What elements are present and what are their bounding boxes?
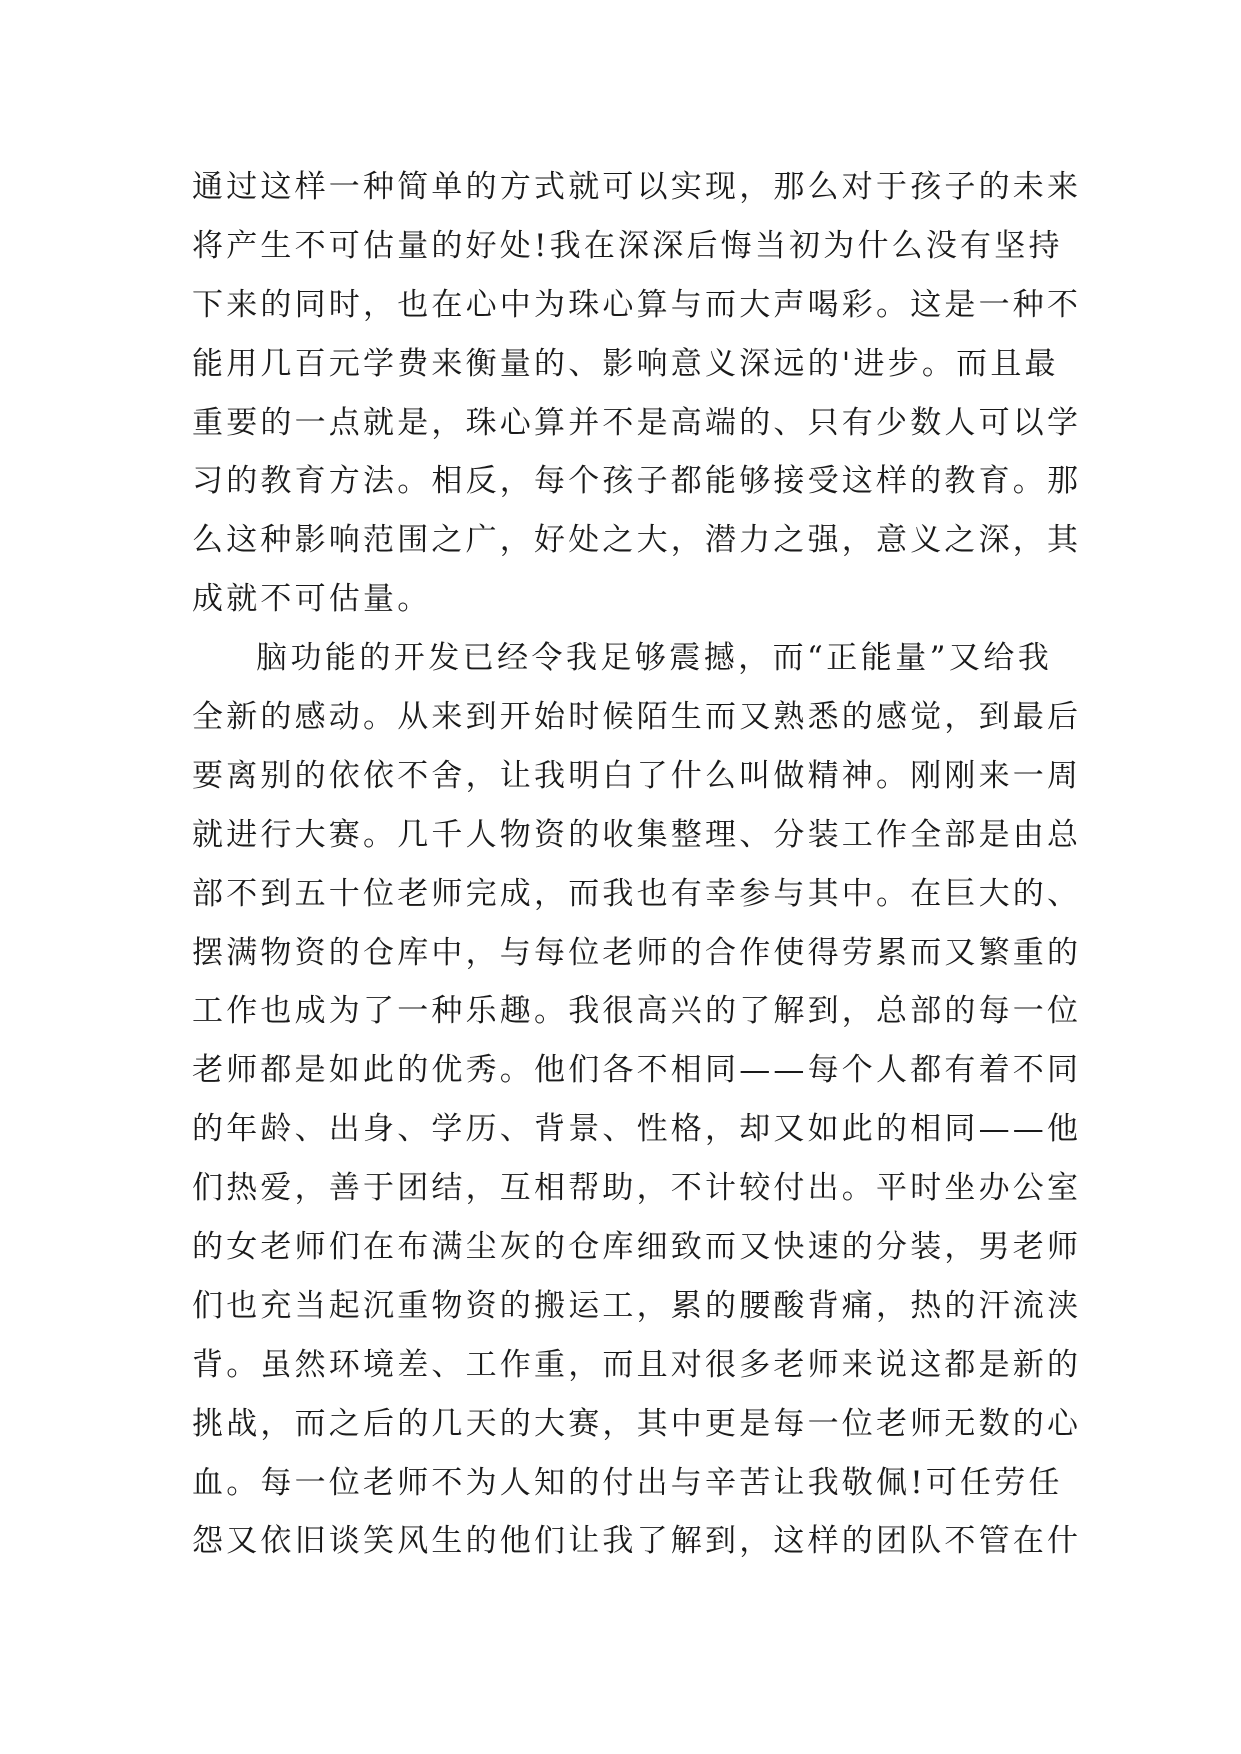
text-line: 背。虽然环境差、工作重，而且对很多老师来说这都是新的: [192, 1346, 1082, 1383]
text-line: 能用几百元学费来衡量的、影响意义深远的'进步。而且最: [192, 345, 1059, 382]
text-line: 下来的同时，也在心中为珠心算与而大声喝彩。这是一种不: [192, 286, 1082, 323]
text-line: 血。每一位老师不为人知的付出与辛苦让我敬佩!可任劳任: [192, 1464, 1063, 1501]
text-line: 将产生不可估量的好处!我在深深后悔当初为什么没有坚持: [192, 227, 1063, 264]
text-line: 老师都是如此的优秀。他们各不相同——每个人都有着不同: [192, 1052, 1082, 1089]
text-line: 要离别的依依不舍，让我明白了什么叫做精神。刚刚来一周: [192, 757, 1082, 794]
text-line: 通过这样一种简单的方式就可以实现，那么对于孩子的未来: [192, 169, 1082, 205]
text-line: 摆满物资的仓库中，与每位老师的合作使得劳累而又繁重的: [192, 934, 1082, 971]
text-line: 重要的一点就是，珠心算并不是高端的、只有少数人可以学: [192, 404, 1082, 441]
body-text: [192, 158, 1082, 1571]
text-line: 的女老师们在布满尘灰的仓库细致而又快速的分装，男老师: [192, 1229, 1082, 1266]
text-line: 么这种影响范围之广，好处之大，潜力之强，意义之深，其: [192, 522, 1082, 559]
text-line: 们热爱，善于团结，互相帮助，不计较付出。平时坐办公室: [192, 1170, 1082, 1207]
text-line: 习的教育方法。相反，每个孩子都能够接受这样的教育。那: [192, 463, 1082, 500]
text-line: 怨又依旧谈笑风生的他们让我了解到，这样的团队不管在什: [192, 1523, 1082, 1560]
text-line: 部不到五十位老师完成，而我也有幸参与其中。在巨大的、: [192, 875, 1082, 912]
text-line: 挑战，而之后的几天的大赛，其中更是每一位老师无数的心: [192, 1405, 1082, 1442]
paragraph: [192, 629, 1082, 1571]
paragraph: [192, 158, 1082, 629]
text-line: 就进行大赛。几千人物资的收集整理、分装工作全部是由总: [192, 816, 1082, 853]
text-line: 工作也成为了一种乐趣。我很高兴的了解到，总部的每一位: [192, 993, 1082, 1030]
text-line: 脑功能的开发已经令我足够震撼，而“正能量”又给我: [256, 640, 1052, 677]
text-line: 们也充当起沉重物资的搬运工，累的腰酸背痛，热的汗流浃: [192, 1287, 1082, 1324]
text-line: 全新的感动。从来到开始时候陌生而又熟悉的感觉，到最后: [192, 699, 1082, 736]
text-line: 的年龄、出身、学历、背景、性格，却又如此的相同——他: [192, 1111, 1082, 1148]
text-line: 成就不可估量。: [192, 581, 432, 618]
